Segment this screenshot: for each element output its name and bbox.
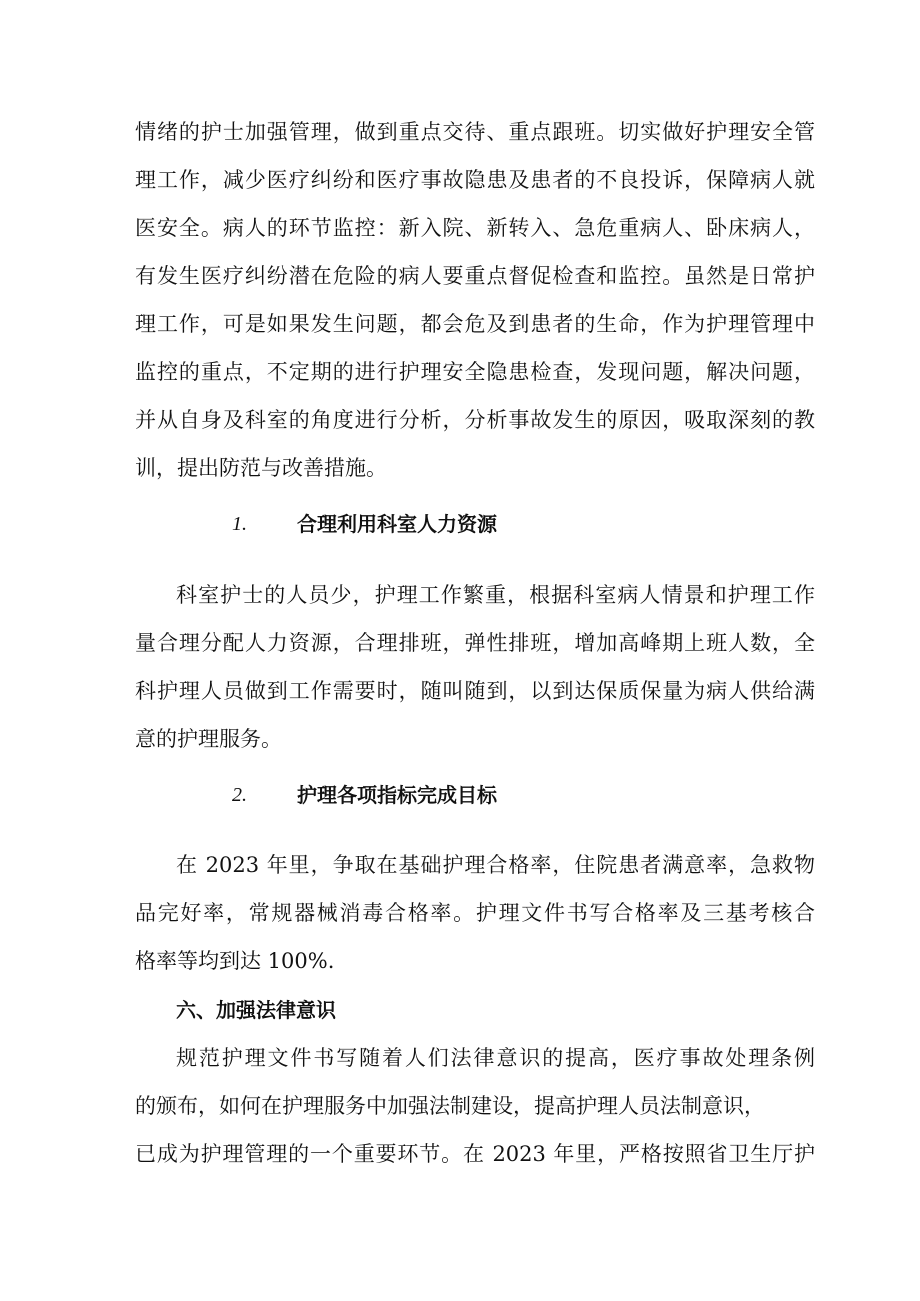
paragraph-line: 品完好率，常规器械消毒合格率。护理文件书写合格率及三基考核合 [135, 901, 815, 925]
paragraph-line: 监控的重点，不定期的进行护理安全隐患检查，发现问题，解决问题， [135, 360, 815, 384]
paragraph-line: 规范护理文件书写随着人们法律意识的提高，医疗事故处理条例 [176, 1046, 815, 1070]
section-heading: 六、加强法律意识 [176, 998, 336, 1022]
paragraph-line: 意的护理服务。 [135, 727, 282, 751]
paragraph-line: 医安全。病人的环节监控：新入院、新转入、急危重病人、卧床病人， [135, 216, 815, 240]
paragraph-line: 情绪的护士加强管理，做到重点交待、重点跟班。切实做好护理安全管 [135, 120, 815, 144]
paragraph-line: 格率等均到达 100%. [135, 949, 335, 973]
paragraph-line: 量合理分配人力资源，合理排班，弹性排班，增加高峰期上班人数，全 [135, 631, 815, 655]
paragraph-line: 科室护士的人员少，护理工作繁重，根据科室病人情景和护理工作 [176, 583, 815, 607]
heading-title: 合理利用科室人力资源 [297, 512, 497, 536]
paragraph-line: 有发生医疗纠纷潜在危险的病人要重点督促检查和监控。虽然是日常护 [135, 264, 815, 288]
paragraph-line: 的颁布，如何在护理服务中加强法制建设，提高护理人员法制意识， [135, 1094, 765, 1118]
paragraph-line: 科护理人员做到工作需要时，随叫随到，以到达保质保量为病人供给满 [135, 679, 815, 703]
paragraph-line: 并从自身及科室的角度进行分析，分析事故发生的原因，吸取深刻的教 [135, 408, 815, 432]
paragraph-line: 在 2023 年里，争取在基础护理合格率，住院患者满意率，急救物 [176, 853, 815, 877]
paragraph-line: 理工作，可是如果发生问题，都会危及到患者的生命，作为护理管理中 [135, 312, 815, 336]
paragraph-line: 已成为护理管理的一个重要环节。在 2023 年里，严格按照省卫生厅护 [135, 1142, 815, 1166]
heading-number: 1. [232, 513, 247, 535]
paragraph-line: 理工作，减少医疗纠纷和医疗事故隐患及患者的不良投诉，保障病人就 [135, 168, 815, 192]
paragraph-line: 训，提出防范与改善措施。 [135, 456, 387, 480]
heading-title: 护理各项指标完成目标 [297, 783, 497, 807]
heading-number: 2. [232, 784, 247, 806]
